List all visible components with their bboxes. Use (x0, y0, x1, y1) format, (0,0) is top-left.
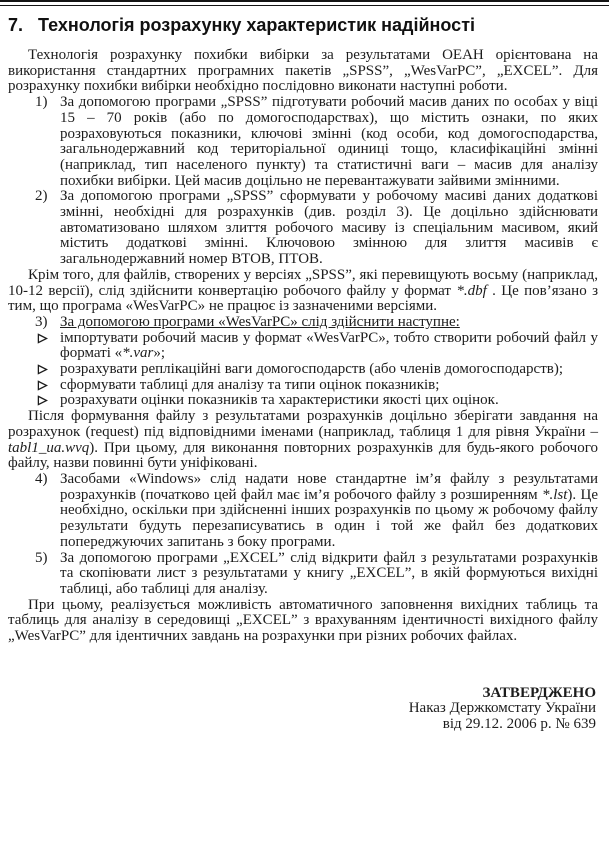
list-item-1 (8, 95, 598, 189)
bullet-item-weights (8, 362, 598, 378)
wvq-filename: tabl1_ua.wvq (8, 439, 90, 456)
list-item-4-marker: 4) (35, 470, 48, 487)
bullet-tables-text: сформувати таблиці для аналізу та типи оцінок показників; (60, 376, 440, 393)
bullet-import-tail: »; (153, 345, 166, 362)
list-item-4-text: Засобами «Windows» слід надати нове стандартне ім’я файлу з результатами розрахунків (початково цей файл має ім’я робочого файлу з розширенням (60, 470, 598, 503)
approval-title: ЗАТВЕРДЖЕНО (482, 684, 596, 701)
page-top-rule (0, 0, 609, 6)
var-filename: *.var (122, 345, 154, 362)
list-item-1-text: За допомогою програми „SPSS” підготувати робочий масив даних по особах у віці 15 – 70 років (або по домогосподарствах), що містить ознаки, по яких розраховуються показники, ключові змінні (код особи, код домогосподарства, загальнодержавний код територіальної одиниці тощо, класифікаційні змінні (наприклад, тип населеного пункту) та статистичні ваги – масив для аналізу похибки вибірки. Цей масив доцільно не перевантажувати зайвими змінними. (60, 94, 598, 189)
arrowhead-bullet-icon (37, 395, 48, 411)
section-number: 7. (8, 15, 24, 35)
save-requests-tail: ). При цьому, для виконання повторних розрахунків для будь-якого робочого файлу, назви повинні бути уніфіковані. (8, 439, 598, 472)
approval-order: Наказ Держкомстату України (408, 700, 596, 717)
bullet-weights-text: розрахувати реплікаційні ваги домогосподарств (або членів домогосподарств); (60, 361, 564, 378)
list-item-1-marker: 1) (35, 94, 48, 111)
page-content (0, 15, 609, 733)
conversion-note-text: Крім того, для файлів, створених у версіях „SPSS”, які перевищують восьму (наприклад, 10-12 версії), слід здійснити конвертацію робочого файлу у формат (8, 266, 598, 299)
conversion-note-tail: . Це пов’язано з тим, що програма «WesVarPC» не працює із зазначеними версіями. (8, 282, 598, 315)
list-item-4 (8, 472, 598, 551)
bullet-item-tables (8, 378, 598, 394)
save-requests-text: Після формування файлу з результатами розрахунків доцільно зберігати завдання на розрахунок (request) під відповідними іменами (наприклад, таблиця 1 для рівня України – (8, 408, 598, 440)
bullet-estimates-text: розрахувати оцінки показників та характеристики якості цих оцінок. (60, 392, 499, 409)
section-title: Технологія розрахунку характеристик надійності (38, 15, 476, 35)
paragraph-auto-fill: При цьому, реалізується можливість автоматичного заповнення вихідних таблиць та таблиць для аналізу в середовищі „EXCEL” з врахуванням ідентичності вихідного файлу „WesVarPC” для ідентичних завдань на розрахунки при різних робочих файлах. (8, 596, 598, 645)
bullet-import-text: імпортувати робочий масив у формат «WesVarPC», тобто створити робочий файл у форматі « (60, 329, 598, 362)
bullet-item-import (8, 331, 598, 362)
approval-block (8, 686, 598, 733)
list-item-2 (8, 189, 598, 268)
list-item-4-tail: ). Це необхідно, оскільки при здійсненні інших розрахунків по цьому ж робочому файлу результати будуть перезаписуватись в один і той же файл без додаткових попереджуючих запитань з боку програми. (60, 486, 598, 550)
list-item-2-text: За допомогою програми „SPSS” сформувати у робочому масиві даних додаткові змінні, необхідні для розрахунків (див. розділ 3). Це доцільно здійснювати автоматизовано шляхом злиття робочого масиву із спеціальним масивом, який містить додаткові змінні. Ключовою змінною для злиття масивів є загальнодержавний номер ВТОВ, ПТОВ. (60, 188, 598, 268)
list-item-3-marker: 3) (35, 313, 48, 330)
section-heading (8, 15, 598, 35)
list-item-3 (8, 315, 598, 331)
list-item-5-text: За допомогою програми „EXCEL” слід відкрити файл з результатами розрахунків та скопіювати лист з результатами у книгу „EXCEL”, в якій формуються вихідні таблиці, або таблиці для аналізу. (60, 549, 598, 597)
approval-date: від 29.12. 2006 р. № 639 (442, 716, 596, 733)
arrowhead-bullet-icon (37, 333, 48, 349)
dbf-filename: *.dbf (456, 282, 487, 299)
list-item-5-marker: 5) (35, 549, 48, 566)
list-item-2-marker: 2) (35, 188, 48, 205)
paragraph-conversion-note (8, 268, 598, 315)
list-item-3-text: За допомогою програми «WesVarPC» слід здійснити наступне: (60, 313, 460, 330)
bullet-item-estimates (8, 393, 598, 409)
paragraph-save-requests (8, 409, 598, 472)
list-item-5 (8, 551, 598, 598)
intro-paragraph: Технологія розрахунку похибки вибірки за результатами ОЕАН орієнтована на використання стандартних програмних пакетів „SPSS”, „WesVarPC”, „EXCEL”. Для розрахунку похибки вибірки необхідно послідовно виконати наступні роботи. (8, 47, 598, 95)
lst-filename: *.lst (541, 486, 568, 503)
